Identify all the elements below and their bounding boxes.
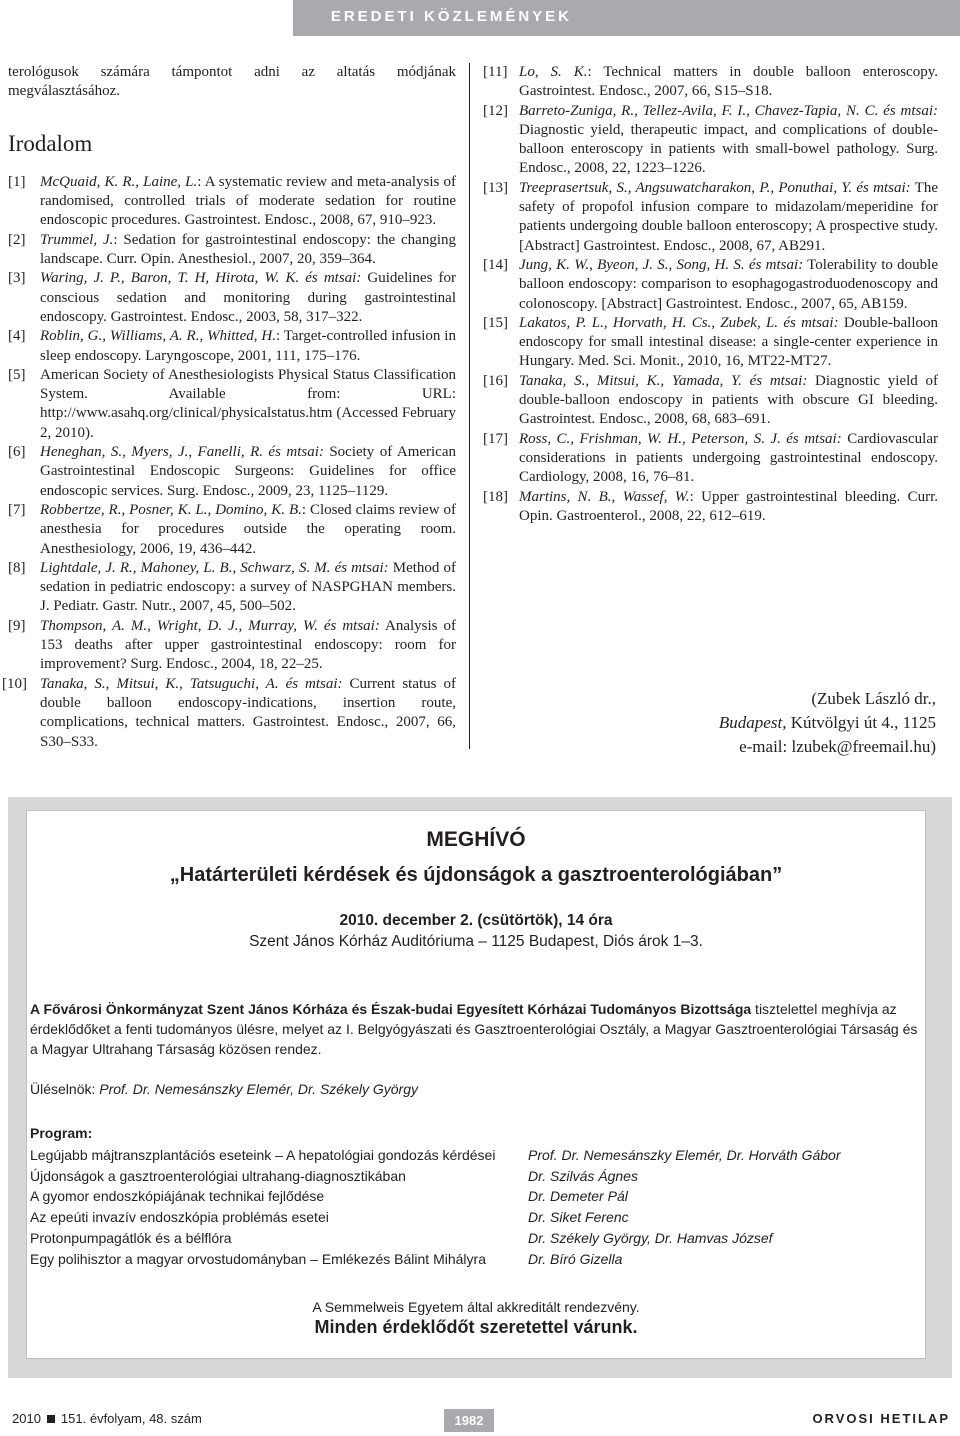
- program-speaker: Dr. Demeter Pál: [528, 1188, 628, 1205]
- reference-text: Current status of double balloon endoscopy-indications, insertion route, complications, technical matters. Gastrointest. Endosc., 2007, 66, S30–S33.: [40, 675, 456, 750]
- reference-item: [483, 179, 938, 256]
- reference-item: [8, 231, 456, 270]
- program-topic: A gyomor endoszkópiájának technikai fejlődése: [30, 1188, 325, 1205]
- reference-number: [6]: [8, 444, 26, 461]
- reference-text: : Target-controlled infusion in sleep endoscopy. Laryngoscope, 2001, 111, 175–176.: [40, 328, 456, 364]
- reference-number: [7]: [8, 501, 26, 518]
- reference-authors: Trummel, J.: [40, 231, 114, 248]
- reference-authors: Jung, K. W., Byeon, J. S., Song, H. S. és mtsai:: [519, 256, 804, 273]
- section-label: EREDETI KÖZLEMÉNYEK: [330, 8, 572, 25]
- chair-label: Üléselnök:: [30, 1081, 100, 1097]
- correspondence-address: [719, 687, 936, 759]
- right-column: [483, 63, 938, 526]
- reference-text: : Closed claims review of anesthesia for procedures outside the operating room. Anesthesiology, 2006, 19, 436–442.: [40, 501, 457, 557]
- reference-number: [13]: [483, 179, 508, 196]
- square-bullet-icon: [47, 1415, 55, 1423]
- reference-authors: Martins, N. B., Wassef, W.: [519, 488, 690, 505]
- address-name: (Zubek László dr.,: [811, 689, 936, 708]
- invitation-text: [30, 999, 922, 1059]
- reference-number: [10]: [2, 675, 27, 692]
- footer-volume: 151. évfolyam, 48. szám: [60, 1411, 202, 1426]
- left-column: [2, 63, 457, 752]
- reference-number: [9]: [8, 617, 26, 634]
- reference-item: [483, 63, 938, 102]
- reference-number: [15]: [483, 314, 508, 331]
- reference-item: [2, 675, 456, 752]
- reference-number: [16]: [483, 372, 508, 389]
- reference-item: [8, 173, 456, 231]
- reference-number: [17]: [483, 430, 508, 447]
- reference-authors: Tanaka, S., Mitsui, K., Tatsuguchi, A. és mtsai:: [40, 675, 343, 692]
- reference-item: [8, 559, 456, 617]
- reference-text: : Sedation for gastrointestinal endoscopy: the changing landscape. Curr. Opin. Anesthesiol., 2007, 20, 359–364.: [40, 231, 456, 268]
- program-topic: Legújabb májtranszplantációs eseteink – A hepatológiai gondozás kérdései: [30, 1147, 496, 1163]
- reference-authors: Barreto-Zuniga, R., Tellez-Avila, F. I., Chavez-Tapia, N. C. és mtsai:: [519, 102, 938, 119]
- intro-paragraph: terológusok számára támpontot adni az altatás módjának megválasztásához.: [8, 64, 456, 100]
- program-topic: Az epeúti invazív endoszkópia problémás esetei: [30, 1209, 329, 1226]
- reference-item: [8, 501, 456, 559]
- reference-text: Society of American Gastrointestinal Endoscopic Surgeons: Guidelines for office endoscopic services. Surg. Endosc., 2009, 23, 1125–1129.: [40, 444, 456, 499]
- invitation-heading: MEGHÍVÓ: [426, 828, 526, 851]
- reference-authors: Lakatos, P. L., Horvath, H. Cs., Zubek, L. és mtsai:: [519, 314, 839, 331]
- reference-authors: Waring, J. P., Baron, T. H, Hirota, W. K. és mtsai:: [40, 270, 362, 287]
- host-organization: A Fővárosi Önkormányzat Szent János Kórháza és Észak-budai Egyesített Kórházai Tudományos Bizottsága: [30, 1001, 752, 1017]
- page-number: 1982: [444, 1409, 494, 1432]
- reference-authors: Thompson, A. M., Wright, D. J., Murray, W. és mtsai:: [40, 617, 380, 634]
- reference-number: [2]: [8, 231, 26, 248]
- reference-authors: Roblin, G., Williams, A. R., Whitted, H.: [40, 328, 276, 345]
- reference-text: Double-balloon endoscopy for small intestinal disease: a single-center experience in Hungary. Med. Sci. Monit., 2010, 16, MT22-MT27.: [519, 314, 938, 370]
- reference-text: Tolerability to double balloon endoscopy: comparison to esophagogastroduodenoscopy and colonoscopy. [Abstract] Gastrointest. Endosc., 2007, 65, AB159.: [519, 256, 938, 312]
- reference-number: [1]: [8, 173, 26, 190]
- reference-text: Diagnostic yield of double-balloon endoscopy in patients with obscure GI bleeding. Gastrointest. Endosc., 2008, 68, 683–691.: [519, 372, 938, 428]
- reference-number: [14]: [483, 256, 508, 273]
- footer-year: 2010: [12, 1411, 41, 1426]
- section-header-band: [293, 0, 960, 36]
- event-title: „Határterületi kérdések és újdonságok a gasztroenterológiában”: [169, 864, 783, 886]
- page-footer: [0, 1396, 960, 1436]
- reference-item: [483, 372, 938, 430]
- reference-item: [483, 314, 938, 372]
- reference-number: [8]: [8, 559, 26, 576]
- reference-text: Method of sedation in pediatric endoscopy: a survey of NASPGHAN members. J. Pediatr. Gastr. Nutr., 2007, 45, 500–502.: [40, 559, 456, 615]
- reference-text: : A systematic review and meta-analysis of randomised, controlled trials of moderate sedation for routine endoscopic procedures. Gastrointest. Endosc., 2008, 67, 910–923.: [40, 173, 456, 229]
- reference-number: [18]: [483, 488, 508, 505]
- reference-authors: Heneghan, S., Myers, J., Fanelli, R. és mtsai:: [40, 444, 324, 461]
- journal-name: ORVOSI HETILAP: [812, 1411, 950, 1426]
- program-speaker: Dr. Szilvás Ágnes: [528, 1167, 638, 1184]
- reference-number: [5]: [8, 366, 26, 383]
- address-city: Budapest,: [718, 713, 787, 732]
- reference-authors: Tanaka, S., Mitsui, K., Yamada, Y. és mtsai:: [519, 372, 808, 389]
- reference-authors: Treeprasertsuk, S., Angsuwatcharakon, P., Ponuthai, Y. és mtsai:: [519, 179, 911, 196]
- issue-info: [12, 1411, 202, 1426]
- program-speakers: [528, 1145, 841, 1269]
- reference-authors: Lo, S. K.: [519, 64, 588, 80]
- reference-text: : Upper gastrointestinal bleeding. Curr. Opin. Gastroenterol., 2008, 22, 612–619.: [519, 488, 938, 524]
- chair-names: Prof. Dr. Nemesánszky Elemér, Dr. Székely György: [99, 1081, 418, 1097]
- event-venue: Szent János Kórház Auditóriuma – 1125 Budapest, Diós árok 1–3.: [249, 933, 703, 950]
- accreditation-note: A Semmelweis Egyetem által akkreditált rendezvény.: [312, 1299, 640, 1315]
- reference-item: [8, 366, 456, 443]
- reference-item: [8, 269, 456, 327]
- reference-number: [4]: [8, 328, 26, 345]
- program-speaker: Dr. Székely György, Dr. Hamvas József: [528, 1229, 773, 1246]
- invitation-card: [26, 810, 926, 1359]
- reference-text: Guidelines for conscious sedation and monitoring during gastrointestinal endoscopy. Gastrointest. Endosc., 2003, 58, 317–322.: [40, 270, 456, 325]
- reference-item: [8, 617, 456, 675]
- program-topic: Protonpumpagátlók és a bélflóra: [30, 1229, 232, 1246]
- reference-authors: Ross, C., Frishman, W. H., Peterson, S. J. és mtsai:: [519, 430, 842, 447]
- reference-text: American Society of Anesthesiologists Physical Status Classification System. Available from: URL: http://www.asahq.org/clinical/physicalstatus.htm (Accessed February 2, 2010).: [40, 366, 456, 441]
- reference-text: Analysis of 153 deaths after upper gastrointestinal endoscopy: room for improvement? Surg. Endosc., 2004, 18, 22–25.: [40, 617, 457, 673]
- program-topics: [30, 1145, 495, 1269]
- welcome-line: Minden érdeklődőt szeretettel várunk.: [314, 1317, 638, 1337]
- invitation-frame: [8, 797, 952, 1378]
- invitation-body: tisztelettel meghívja az érdeklődőket a fenti tudományos ülésre, melyet az I. Belgyógyászati és Gasztroenterológiai Osztály, a Magyar Gasztroenterológiai Társaság és a Magyar Ultrahang Társaság közösen rendez.: [30, 1001, 918, 1057]
- reference-item: [8, 327, 456, 366]
- reference-item: [8, 443, 456, 501]
- program-heading: Program:: [30, 1125, 93, 1141]
- references-list-right: [483, 63, 938, 526]
- reference-text: Diagnostic yield, therapeutic impact, and complications of double-balloon enteroscopy in patients with small-bowel pathology. Surg. Endosc., 2008, 22, 1223–1226.: [519, 121, 938, 177]
- program-topic: Egy polihisztor a magyar orvostudományban – Emlékezés Bálint Mihályra: [30, 1250, 486, 1267]
- reference-text: Cardiovascular considerations in patients undergoing gastrointestinal endoscopy. Cardiology, 2008, 16, 76–81.: [519, 430, 938, 486]
- reference-item: [483, 430, 938, 488]
- reference-authors: McQuaid, K. R., Laine, L.: [40, 173, 198, 190]
- reference-authors: Robbertze, R., Posner, K. L., Domino, K. B.: [40, 501, 302, 518]
- reference-authors: Lightdale, J. R., Mahoney, L. B., Schwarz, S. M. és mtsai:: [40, 559, 389, 576]
- reference-text: : Technical matters in double balloon enteroscopy. Gastrointest. Endosc., 2007, 66, S15–S18.: [519, 64, 938, 100]
- references-list-left: [2, 173, 457, 752]
- reference-item: [483, 102, 938, 179]
- reference-item: [483, 488, 938, 527]
- program-speaker: Prof. Dr. Nemesánszky Elemér, Dr. Horváth Gábor: [528, 1147, 841, 1163]
- program-topic: Újdonságok a gasztroenterológiai ultrahang-diagnosztikában: [30, 1167, 406, 1184]
- address-email: e-mail: lzubek@freemail.hu): [739, 737, 936, 756]
- reference-number: [11]: [483, 64, 508, 80]
- event-date: 2010. december 2. (csütörtök), 14 óra: [339, 912, 613, 929]
- reference-item: [483, 256, 938, 314]
- address-street: Kútvölgyi út 4., 1125: [786, 713, 936, 732]
- references-heading: Irodalom: [8, 130, 93, 156]
- column-divider: [469, 63, 470, 749]
- reference-text: The safety of propofol infusion compare to midazolam/meperidine for patients undergoing double balloon enteroscopy; A prospective study. [Abstract] Gastrointest. Endosc., 2008, 67, AB291.: [519, 179, 938, 254]
- session-chair: [30, 1081, 418, 1097]
- program-speaker: Dr. Bíró Gizella: [528, 1250, 623, 1267]
- reference-number: [12]: [483, 102, 508, 119]
- program-speaker: Dr. Siket Ferenc: [528, 1209, 629, 1226]
- reference-number: [3]: [8, 270, 26, 287]
- address-street-line: [719, 711, 936, 735]
